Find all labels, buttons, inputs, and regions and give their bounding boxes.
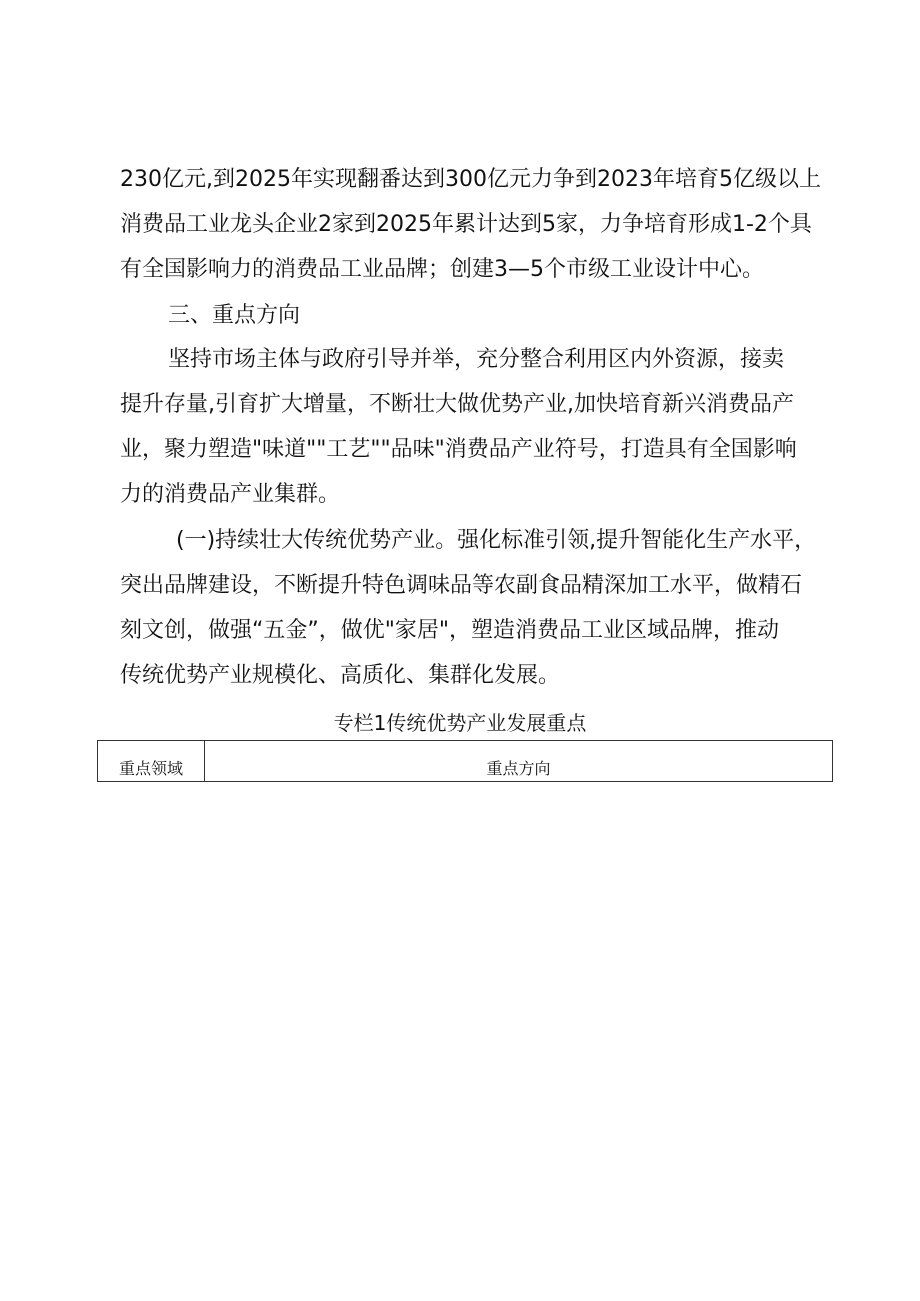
table-header-row (98, 741, 833, 782)
direction-line-3: 业，聚力塑造"味道""工艺""品味"消费品产业符号，打造具有全国影响 (120, 437, 797, 462)
intro-line-1: 230亿元,到2025年实现翻番达到300亿元力争到2023年培育5亿级以上 (120, 167, 821, 192)
direction-line-2: 提升存量,引育扩大增量，不断壮大做优势产业,加快培育新兴消费品产 (120, 392, 794, 417)
traditional-line-1: (一)持续壮大传统优势产业。强化标准引领,提升智能化生产水平， (176, 528, 817, 553)
direction-line-1: 坚持市场主体与政府引导并举，充分整合利用区内外资源，接卖 (168, 347, 785, 372)
intro-line-2: 消费品工业龙头企业2家到2025年累计达到5家，力争培育形成1-2个具 (120, 212, 812, 237)
header-key-field: 重点领域 (98, 741, 205, 782)
column-box-table (97, 740, 833, 782)
traditional-line-3: 刻文创，做强“五金”，做优"家居"，塑造消费品工业区域品牌，推动 (120, 618, 780, 643)
intro-line-3: 有全国影响力的消费品工业品牌；创建3—5个市级工业设计中心。 (120, 257, 764, 282)
traditional-line-4: 传统优势产业规模化、高质化、集群化发展。 (120, 663, 561, 688)
header-key-direction: 重点方向 (205, 741, 833, 782)
traditional-line-2: 突出品牌建设，不断提升特色调味品等农副食品精深加工水平，做精石 (120, 573, 803, 598)
direction-line-4: 力的消费品产业集群。 (120, 482, 341, 507)
section-heading: 三、重点方向 (168, 303, 301, 328)
column-box-title: 专栏1传统优势产业发展重点 (333, 711, 587, 735)
